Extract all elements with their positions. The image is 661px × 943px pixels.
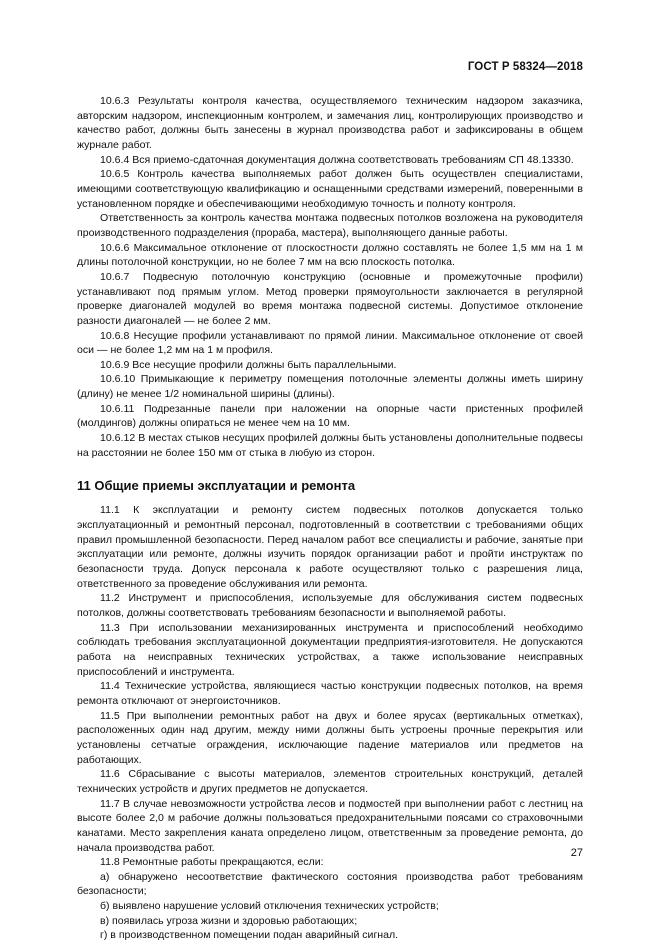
list-item-v: в) появилась угроза жизни и здоровью работающих;	[100, 914, 358, 927]
paragraph-11-8: 11.8 Ремонтные работы прекращаются, если:	[100, 856, 324, 869]
paragraph-10-6-7: 10.6.7 Подвесную потолочную конструкцию (основные и промежуточные профили) устанавливают под прямым углом. Метод проверки прямоугольности заключается в регулярной проверке диагоналей модулей во время монтажа подвесной системы. Допустимое отклонение разности диагоналей — не более 2 мм.	[77, 270, 583, 327]
paragraph-11-1: 11.1 К эксплуатации и ремонту систем подвесных потолков допускается только эксплуатационный и ремонтный персонал, подготовленный в соответствии с требованиями общих правил промышленной безопасности. Перед началом работ все специалисты и рабочие, занятые при эксплуатации или ремонте, должны изучить порядок организации работ и пройти инструктаж по безопасности труда. Допуск персонала к работе осуществляют только с разрешения лица, ответственного за проведение обслуживания или ремонта.	[77, 504, 583, 590]
list-item-a: а) обнаружено несоответствие фактического состояния производства работ требованиям безопасности;	[77, 870, 583, 898]
paragraph-responsibility: Ответственность за контроль качества монтажа подвесных потолков возложена на руководителя производственного подразделения (прораба, мастера), выполняющего данные работы.	[77, 212, 583, 239]
paragraph-11-6: 11.6 Сбрасывание с высоты материалов, элементов строительных конструкций, деталей технических устройств и других предметов не допускается.	[77, 768, 583, 795]
page-body	[77, 94, 583, 943]
paragraph-11-5: 11.5 При выполнении ремонтных работ на двух и более ярусах (вертикальных отметках), расположенных один над другим, между ними должны быть устроены прочные перекрытия или установлены сетчатые ограждения, исключающие падение материалов или предметов на работающих.	[77, 709, 583, 766]
list-item-b: б) выявлено нарушение условий отключения технических устройств;	[100, 900, 439, 913]
paragraph-11-3: 11.3 При использовании механизированных инструмента и приспособлений необходимо соблюдать требования эксплуатационной документации предприятия-изготовителя. Не допускаются работа на неисправных технических устройствах, а также использование неисправных приспособлений и инструмента.	[77, 621, 583, 678]
paragraph-10-6-10: 10.6.10 Примыкающие к периметру помещения потолочные элементы должны иметь ширину (длину) не менее 1/2 номинальной ширины (длины).	[77, 373, 583, 401]
list-item-g: г) в производственном помещении подан аварийный сигнал.	[100, 929, 399, 942]
paragraph-10-6-6: 10.6.6 Максимальное отклонение от плоскостности должно составлять не более 1,5 мм на 1 м длины потолочной конструкции, но не более 7 мм на всю плоскость потолка.	[77, 241, 583, 269]
paragraph-11-7: 11.7 В случае невозможности устройства лесов и подмостей при выполнении работ с лестниц на высоте более 2,0 м рабочие должны пользоваться предохранительными поясами со страховочными канатами. Место закрепления каната определено лицом, ответственным за проведение ремонта, до начала производства работ.	[77, 797, 583, 854]
standard-header: ГОСТ Р 58324—2018	[467, 61, 583, 73]
paragraph-10-6-9: 10.6.9 Все несущие профили должны быть параллельными.	[100, 358, 397, 371]
paragraph-10-6-3: 10.6.3 Результаты контроля качества, осуществляемого техническим надзором заказчика, авторским надзором, инспекционным контролем, и замечания лиц, контролирующих производство и качество работ, должны быть занесены в журнал производства работ и зафиксированы в общем журнале работ.	[77, 95, 583, 151]
paragraph-10-6-4: 10.6.4 Вся приемо-сдаточная документация должна соответствовать требованиям СП 48.13330.	[100, 153, 574, 166]
paragraph-10-6-8: 10.6.8 Несущие профили устанавливают по прямой линии. Максимальное отклонение от своей оси — не более 1,2 мм на 1 м профиля.	[77, 329, 583, 357]
paragraph-11-2: 11.2 Инструмент и приспособления, используемые для обслуживания систем подвесных потолков, должны соответствовать требованиям безопасности и выполняемой работы.	[77, 592, 583, 619]
paragraph-10-6-12: 10.6.12 В местах стыков несущих профилей должны быть установлены дополнительные подвесы на расстоянии не более 150 мм от стыка в любую из сторон.	[77, 432, 583, 459]
paragraph-11-4: 11.4 Технические устройства, являющиеся частью конструкции подвесных потолков, на время ремонта отключают от энергоисточников.	[77, 680, 583, 707]
page-number: 27	[570, 847, 583, 859]
paragraph-10-6-11: 10.6.11 Подрезанные панели при наложении на опорные части пристенных профилей (молдингов) должны опираться не менее чем на 10 мм.	[77, 402, 583, 430]
paragraph-10-6-5: 10.6.5 Контроль качества выполняемых работ должен быть осуществлен специалистами, имеющими соответствующую квалификацию и оснащенными средствами измерений, поверенными в установленном порядке и обеспечивающими необходимую точность и полноту контроля.	[77, 168, 583, 210]
section-heading: 11 Общие приемы эксплуатации и ремонта	[77, 478, 356, 494]
